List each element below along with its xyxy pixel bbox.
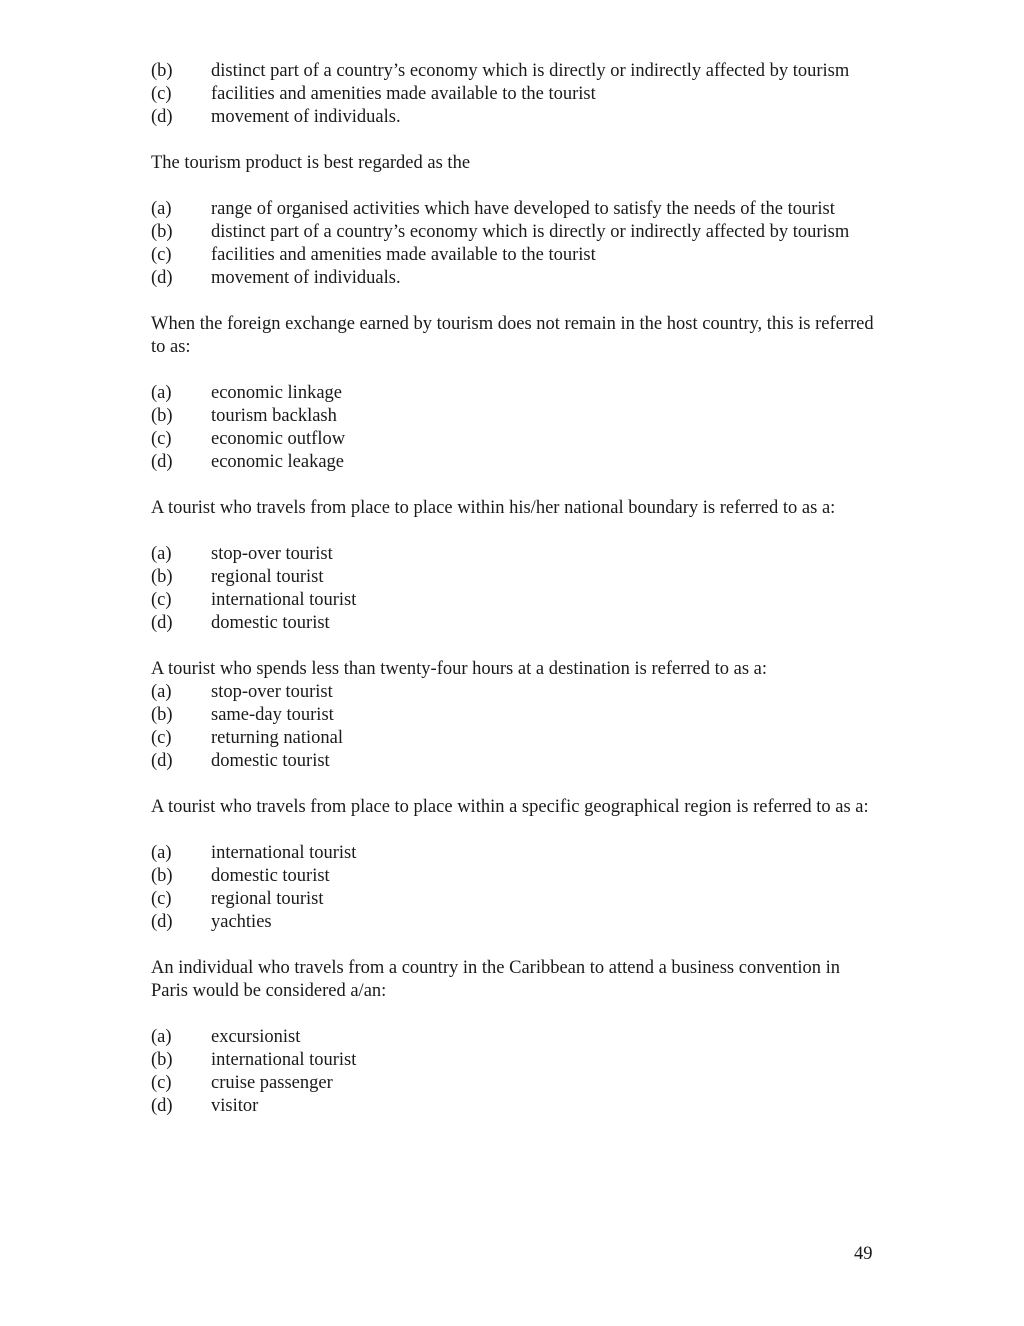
option [151, 405, 875, 428]
option-text: same-day tourist [211, 705, 334, 725]
option-text: economic linkage [211, 383, 342, 403]
option-text: movement of individuals. [211, 268, 401, 288]
option [151, 244, 875, 267]
question-twenty-four-hours [151, 658, 875, 773]
option [151, 106, 875, 129]
option [151, 543, 875, 566]
option-letter: (d) [151, 107, 173, 127]
option-text: international tourist [211, 1050, 357, 1070]
option-letter: (d) [151, 751, 173, 771]
option-letter: (c) [151, 728, 172, 748]
option [151, 428, 875, 451]
option-text: range of organised activities which have developed to satisfy the needs of the tourist [211, 199, 835, 219]
question-tourism-product [151, 152, 875, 290]
option [151, 704, 875, 727]
option [151, 382, 875, 405]
option-letter: (d) [151, 912, 173, 932]
option-letter: (d) [151, 613, 173, 633]
option-text: tourism backlash [211, 406, 337, 426]
option [151, 1072, 875, 1095]
option-letter: (b) [151, 61, 173, 81]
option-letter: (a) [151, 383, 172, 403]
option-letter: (a) [151, 1027, 172, 1047]
option-letter: (c) [151, 84, 172, 104]
option [151, 60, 875, 83]
option-text: economic leakage [211, 452, 345, 472]
option-letter: (c) [151, 429, 172, 449]
option [151, 198, 875, 221]
option-letter: (b) [151, 406, 173, 426]
option-letter: (a) [151, 843, 172, 863]
option-text: returning national [211, 728, 344, 748]
question-stem: A tourist who travels from place to place within his/her national boundary is referred to as a: [151, 498, 836, 518]
option-letter: (b) [151, 222, 173, 242]
option-text: movement of individuals. [211, 107, 401, 127]
option-text: economic outflow [211, 429, 346, 449]
option [151, 681, 875, 704]
option-text: facilities and amenities made available to the tourist [211, 245, 596, 265]
option-letter: (c) [151, 1073, 172, 1093]
option [151, 842, 875, 865]
option [151, 1049, 875, 1072]
question-geographical-region [151, 796, 875, 934]
option-text: yachties [211, 912, 272, 932]
option [151, 727, 875, 750]
option-text: domestic tourist [211, 613, 330, 633]
question-stem: A tourist who travels from place to place within a specific geographical region is referred to as a: [151, 797, 869, 817]
document-page [151, 60, 875, 1118]
option-text: stop-over tourist [211, 682, 333, 702]
option [151, 888, 875, 911]
option [151, 911, 875, 934]
option-letter: (a) [151, 199, 172, 219]
option-text: facilities and amenities made available to the tourist [211, 84, 596, 104]
option-text: visitor [211, 1096, 259, 1116]
option-letter: (b) [151, 1050, 173, 1070]
option [151, 612, 875, 635]
option-text: domestic tourist [211, 751, 330, 771]
option-letter: (b) [151, 866, 173, 886]
option [151, 865, 875, 888]
option [151, 267, 875, 290]
option-text: distinct part of a country’s economy which is directly or indirectly affected by tourism [211, 222, 850, 242]
option-text: regional tourist [211, 889, 324, 909]
option-text: cruise passenger [211, 1073, 333, 1093]
option-letter: (c) [151, 889, 172, 909]
option-letter: (d) [151, 1096, 173, 1116]
question-stem: A tourist who spends less than twenty-four hours at a destination is referred to as a: [151, 659, 768, 679]
option [151, 451, 875, 474]
option-letter: (d) [151, 268, 173, 288]
page-number: 49 [854, 1244, 873, 1264]
option-letter: (a) [151, 544, 172, 564]
option-text: domestic tourist [211, 866, 330, 886]
option-text: international tourist [211, 590, 357, 610]
question-stem: The tourism product is best regarded as the [151, 153, 471, 173]
option [151, 83, 875, 106]
option [151, 221, 875, 244]
question-national-boundary [151, 497, 875, 635]
option-text: international tourist [211, 843, 357, 863]
option-text: distinct part of a country’s economy which is directly or indirectly affected by tourism [211, 61, 850, 81]
option [151, 566, 875, 589]
option-letter: (c) [151, 590, 172, 610]
option-text: regional tourist [211, 567, 324, 587]
option-letter: (c) [151, 245, 172, 265]
option-text: stop-over tourist [211, 544, 333, 564]
question-foreign-exchange [151, 313, 875, 474]
option-text: excursionist [211, 1027, 301, 1047]
option [151, 1095, 875, 1118]
option-letter: (a) [151, 682, 172, 702]
option [151, 589, 875, 612]
option [151, 1026, 875, 1049]
option-letter: (b) [151, 567, 173, 587]
question-business-convention [151, 957, 875, 1118]
question-stem: When the foreign exchange earned by tourism does not remain in the host country, this is referred to as: [151, 314, 874, 357]
option-letter: (b) [151, 705, 173, 725]
question-stem: An individual who travels from a country in the Caribbean to attend a business convention in Paris would be considered a/an: [151, 958, 840, 1001]
option [151, 750, 875, 773]
question-fragment [151, 60, 875, 129]
option-letter: (d) [151, 452, 173, 472]
